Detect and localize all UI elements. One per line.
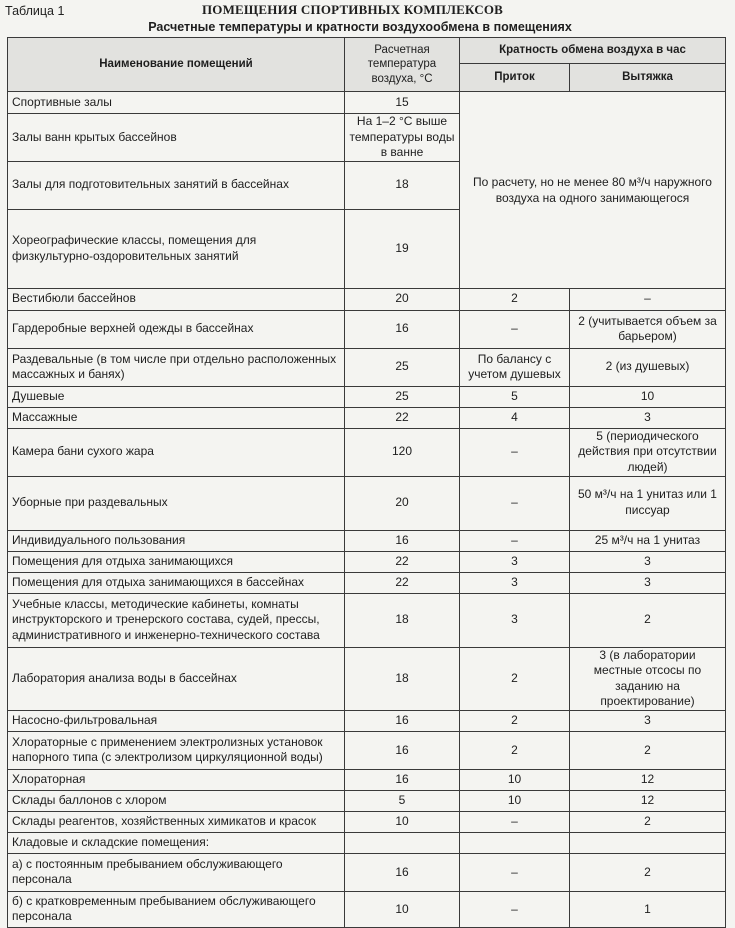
- header-exhaust: Вытяжка: [570, 64, 726, 92]
- merged-note-text: По расчету, но не менее 80 м³/ч наружного воздуха на одного занимающегося: [473, 174, 712, 205]
- room-temp: [345, 832, 460, 853]
- table-row: [8, 530, 726, 551]
- room-name: Индивидуального пользования: [8, 530, 345, 551]
- room-temp: 22: [345, 572, 460, 593]
- room-temp: 16: [345, 530, 460, 551]
- room-supply: 3: [460, 572, 570, 593]
- room-name: Хлораторная: [8, 769, 345, 790]
- header-temp: Расчетная температура воздуха, °C: [345, 38, 460, 92]
- room-name: Кладовые и складские помещения:: [8, 832, 345, 853]
- room-exhaust: 50 м³/ч на 1 унитаз или 1 писсуар: [570, 476, 726, 530]
- room-name: б) с кратковременным пребыванием обслуживающего персонала: [8, 891, 345, 927]
- room-temp: 16: [345, 853, 460, 891]
- table-row: [8, 310, 726, 348]
- room-supply: [460, 832, 570, 853]
- room-temp: 10: [345, 891, 460, 927]
- table-row: [8, 92, 726, 114]
- table-row: [8, 551, 726, 572]
- room-exhaust: 3: [570, 572, 726, 593]
- room-supply: –: [460, 428, 570, 476]
- room-name: Помещения для отдыха занимающихся: [8, 551, 345, 572]
- room-name: Склады реагентов, хозяйственных химикатов и красок: [8, 811, 345, 832]
- room-exhaust: 3 (в лаборатории местные отсосы по заданию на проектирование): [570, 647, 726, 710]
- room-supply: –: [460, 530, 570, 551]
- room-name: Насосно-фильтровальная: [8, 710, 345, 731]
- room-temp: 120: [345, 428, 460, 476]
- room-supply: 5: [460, 386, 570, 407]
- room-temp: 20: [345, 288, 460, 310]
- table-row: [8, 769, 726, 790]
- room-exhaust: 3: [570, 710, 726, 731]
- room-temp: 16: [345, 731, 460, 769]
- room-supply: 2: [460, 288, 570, 310]
- room-exhaust: 3: [570, 407, 726, 428]
- room-exhaust: 25 м³/ч на 1 унитаз: [570, 530, 726, 551]
- header-name: Наименование помещений: [8, 38, 345, 92]
- room-supply: По балансу с учетом душевых: [460, 348, 570, 386]
- room-name: Лаборатория анализа воды в бассейнах: [8, 647, 345, 710]
- header-exchange: Кратность обмена воздуха в час: [460, 38, 726, 64]
- table-row: [8, 790, 726, 811]
- room-exhaust: 10: [570, 386, 726, 407]
- table-row: [8, 386, 726, 407]
- room-supply: 3: [460, 593, 570, 647]
- room-exhaust: 2: [570, 593, 726, 647]
- room-exhaust: 12: [570, 769, 726, 790]
- table-row: [8, 647, 726, 710]
- table-row: [8, 428, 726, 476]
- room-temp: 20: [345, 476, 460, 530]
- table-row: [8, 731, 726, 769]
- room-exhaust: 2: [570, 811, 726, 832]
- room-temp: 22: [345, 407, 460, 428]
- room-supply: 4: [460, 407, 570, 428]
- room-exhaust: 3: [570, 551, 726, 572]
- room-temp: 22: [345, 551, 460, 572]
- table-row: [8, 853, 726, 891]
- room-supply: 2: [460, 731, 570, 769]
- table-row: [8, 572, 726, 593]
- table-row: [8, 288, 726, 310]
- room-temp: 10: [345, 811, 460, 832]
- room-name: Хлораторные с применением электролизных установок напорного типа (с электролизом циркуляционной воды): [8, 731, 345, 769]
- room-supply: 10: [460, 790, 570, 811]
- room-supply: 10: [460, 769, 570, 790]
- room-supply: 2: [460, 647, 570, 710]
- table-row: [8, 407, 726, 428]
- room-temp: 16: [345, 710, 460, 731]
- room-temp: 18: [345, 647, 460, 710]
- room-name: Уборные при раздевальных: [8, 476, 345, 530]
- room-name: Залы ванн крытых бассейнов: [8, 114, 345, 162]
- room-temp: 5: [345, 790, 460, 811]
- room-exhaust: 12: [570, 790, 726, 811]
- room-name: Раздевальные (в том числе при отдельно расположенных массажных и банях): [8, 348, 345, 386]
- room-temp: 18: [345, 593, 460, 647]
- room-name: Гардеробные верхней одежды в бассейнах: [8, 310, 345, 348]
- table-row: [8, 811, 726, 832]
- room-name: Хореографические классы, помещения для физкультурно-оздоровительных занятий: [8, 209, 345, 288]
- room-temp: 16: [345, 769, 460, 790]
- room-temp: 25: [345, 348, 460, 386]
- table-row: [8, 348, 726, 386]
- table-row: [8, 891, 726, 927]
- room-temp: 19: [345, 209, 460, 288]
- table-row: [8, 476, 726, 530]
- table-row: [8, 710, 726, 731]
- merged-exchange-note: [460, 92, 726, 289]
- room-exhaust: 2 (из душевых): [570, 348, 726, 386]
- room-temp: На 1–2 °C выше температуры воды в ванне: [345, 114, 460, 162]
- table-row: [8, 832, 726, 853]
- room-temp: 25: [345, 386, 460, 407]
- room-supply: 2: [460, 710, 570, 731]
- header-supply: Приток: [460, 64, 570, 92]
- room-exhaust: [570, 832, 726, 853]
- room-supply: –: [460, 310, 570, 348]
- room-exhaust: –: [570, 288, 726, 310]
- room-exhaust: 2: [570, 731, 726, 769]
- room-supply: –: [460, 476, 570, 530]
- room-temp: 15: [345, 92, 460, 114]
- room-name: Камера бани сухого жара: [8, 428, 345, 476]
- room-name: Спортивные залы: [8, 92, 345, 114]
- room-supply: –: [460, 891, 570, 927]
- room-name: Залы для подготовительных занятий в бассейнах: [8, 161, 345, 209]
- room-supply: –: [460, 853, 570, 891]
- room-exhaust: 2: [570, 853, 726, 891]
- room-temp: 18: [345, 161, 460, 209]
- room-name: Вестибюли бассейнов: [8, 288, 345, 310]
- table-label: Таблица 1: [5, 4, 65, 18]
- room-exhaust: 1: [570, 891, 726, 927]
- table-row: [8, 593, 726, 647]
- room-name: Душевые: [8, 386, 345, 407]
- page-subtitle: Расчетные температуры и кратности воздухообмена в помещениях: [148, 20, 572, 34]
- room-exhaust: 2 (учитывается объем за барьером): [570, 310, 726, 348]
- room-temp: 16: [345, 310, 460, 348]
- room-name: Массажные: [8, 407, 345, 428]
- room-supply: –: [460, 811, 570, 832]
- room-exhaust: 5 (периодического действия при отсутствии людей): [570, 428, 726, 476]
- room-name: Склады баллонов с хлором: [8, 790, 345, 811]
- room-name: Учебные классы, методические кабинеты, комнаты инструкторского и тренерского состава, судей, прессы, административного и инженерно-технического состава: [8, 593, 345, 647]
- room-name: а) с постоянным пребыванием обслуживающего персонала: [8, 853, 345, 891]
- page-title: ПОМЕЩЕНИЯ СПОРТИВНЫХ КОМПЛЕКСОВ: [201, 2, 504, 17]
- room-name: Помещения для отдыха занимающихся в бассейнах: [8, 572, 345, 593]
- ventilation-table: [7, 37, 726, 928]
- room-supply: 3: [460, 551, 570, 572]
